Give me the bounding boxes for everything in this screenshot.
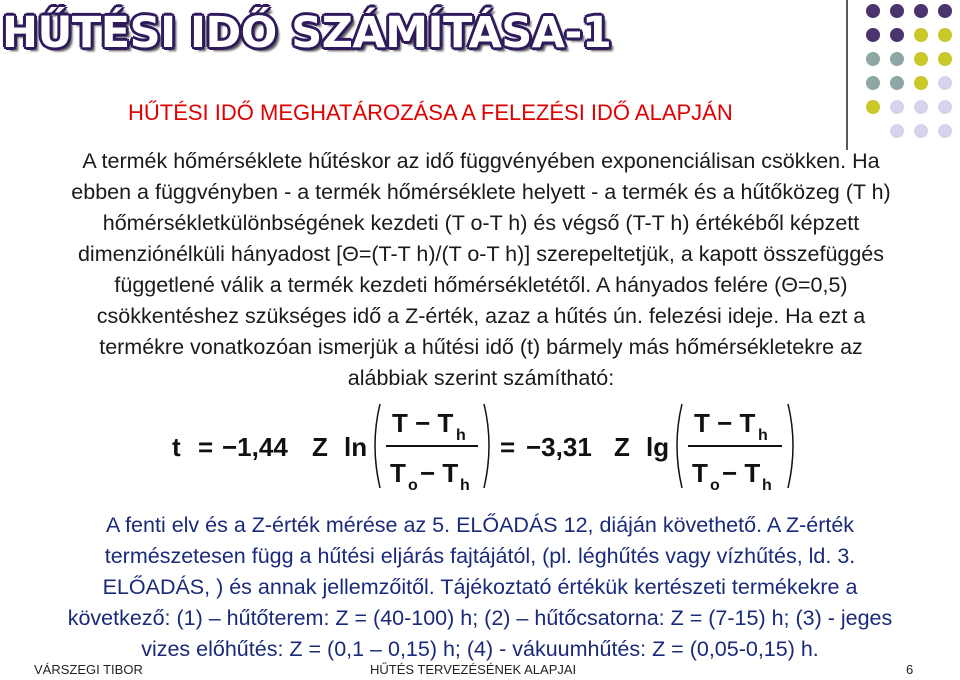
decorative-dot — [914, 124, 928, 138]
decorative-dot — [914, 4, 928, 18]
formula-equals: = — [198, 432, 214, 462]
decorative-dot — [890, 28, 904, 42]
formula-equals-2: = — [500, 432, 516, 462]
decorative-dot — [938, 124, 952, 138]
formula-t: t — [172, 432, 181, 462]
decorative-dot — [890, 100, 904, 114]
decorative-dot — [866, 4, 880, 18]
paren-left-2 — [677, 404, 682, 488]
decorative-dot — [914, 52, 928, 66]
decorative-dot — [866, 76, 880, 90]
slide-title: HŰTÉSI IDŐ SZÁMÍTÁSA-1 — [2, 8, 612, 58]
cooling-time-formula — [170, 400, 810, 500]
footer-page-number: 6 — [906, 662, 914, 677]
frac2-den-sub-o: o — [710, 477, 720, 494]
decorative-dot — [866, 28, 880, 42]
notes-line: ELŐADÁS, ) és annak jellemzőitől. Tájékoztató értékük kertészeti termékekre a — [102, 575, 858, 599]
paren-left-1 — [375, 404, 380, 488]
frac2-num-sub: h — [758, 427, 768, 444]
frac2-den-sub-h: h — [762, 477, 772, 494]
paragraph-line: függetlené válik a termék kezdeti hőmérsékletétől. A hányados felére (Θ=0,5) — [114, 273, 848, 297]
frac1-numerator: T − T — [392, 408, 454, 438]
decorative-dot — [914, 28, 928, 42]
decorative-divider — [846, 0, 848, 150]
z-value-notes — [0, 510, 960, 665]
decorative-dot — [938, 28, 952, 42]
formula-z: Z — [312, 432, 328, 462]
paren-right-1 — [484, 404, 489, 488]
frac1-den-sub-o: o — [408, 477, 418, 494]
decorative-dot — [938, 76, 952, 90]
footer-course: HŰTÉS TERVEZÉSÉNEK ALAPJAI — [370, 662, 577, 677]
decorative-dot — [890, 52, 904, 66]
paren-right-2 — [788, 404, 793, 488]
decorative-dot — [890, 124, 904, 138]
decorative-dot — [866, 52, 880, 66]
formula-coef1: −1,44 — [222, 432, 288, 462]
frac1-den-T: T — [390, 458, 406, 488]
formula-ln: ln — [344, 432, 368, 462]
paragraph-line: alábbiak szerint számítható: — [347, 366, 615, 390]
notes-line: vizes előhűtés: Z = (0,1 – 0,15) h; (4) - vákuumhűtés: Z = (0,05-0,15) h. — [141, 637, 819, 661]
paragraph-line: termékre vonatkozóan ismerjük a hűtési idő (t) bármely más hőmérsékletekre az — [99, 335, 863, 359]
slide-subtitle: HŰTÉSI IDŐ MEGHATÁROZÁSA A FELEZÉSI IDŐ ALAPJÁN — [128, 100, 733, 125]
formula-lg: lg — [646, 432, 670, 462]
frac2-den-mid: − T — [722, 458, 761, 488]
frac1-den-mid: − T — [420, 458, 459, 488]
notes-line: természetesen függ a hűtési eljárás fajtájától, (pl. léghűtés vagy vízhűtés, ld. 3. — [104, 544, 856, 568]
notes-line: következő: (1) – hűtőterem: Z = (40-100) h; (2) – hűtőcsatorna: Z = (7-15) h; (3) - jeges — [67, 606, 893, 630]
decorative-dot — [938, 4, 952, 18]
decorative-dot — [890, 4, 904, 18]
paragraph-line: dimenziónélküli hányadost [Θ=(T-T h)/(T o-T h)] szerepeltetjük, a kapott összefüggés — [77, 242, 885, 266]
frac1-den-sub-h: h — [460, 477, 470, 494]
decorative-dot — [866, 100, 880, 114]
decorative-dot — [938, 100, 952, 114]
decorative-dot — [938, 52, 952, 66]
frac2-den-T: T — [692, 458, 708, 488]
footer-author: VÁRSZEGI TIBOR — [34, 662, 143, 677]
frac2-numerator: T − T — [694, 408, 756, 438]
decorative-dot — [914, 100, 928, 114]
paragraph-line: hőmérsékletkülönbségének kezdeti (T o-T h) és végső (T-T h) értékéből képzett — [102, 211, 860, 235]
notes-line: A fenti elv és a Z-érték mérése az 5. ELŐADÁS 12, diáján követhető. A Z-érték — [105, 513, 855, 537]
paragraph-line: ebben a függvényben - a termék hőmérséklete helyett - a termék és a hűtőközeg (T h) — [71, 180, 891, 204]
paragraph-line: csökkentéshez szükséges idő a Z-érték, azaz a hűtés ún. felezési ideje. Ha ezt a — [96, 304, 866, 328]
decorative-dot — [914, 76, 928, 90]
paragraph-line: A termék hőmérséklete hűtéskor az idő függvényében exponenciálisan csökken. Ha — [82, 149, 880, 173]
frac1-num-sub: h — [456, 427, 466, 444]
decorative-dot-grid — [862, 2, 960, 150]
decorative-dot — [890, 76, 904, 90]
formula-coef2: −3,31 — [526, 432, 592, 462]
body-paragraph — [6, 146, 956, 394]
formula-z-2: Z — [614, 432, 630, 462]
